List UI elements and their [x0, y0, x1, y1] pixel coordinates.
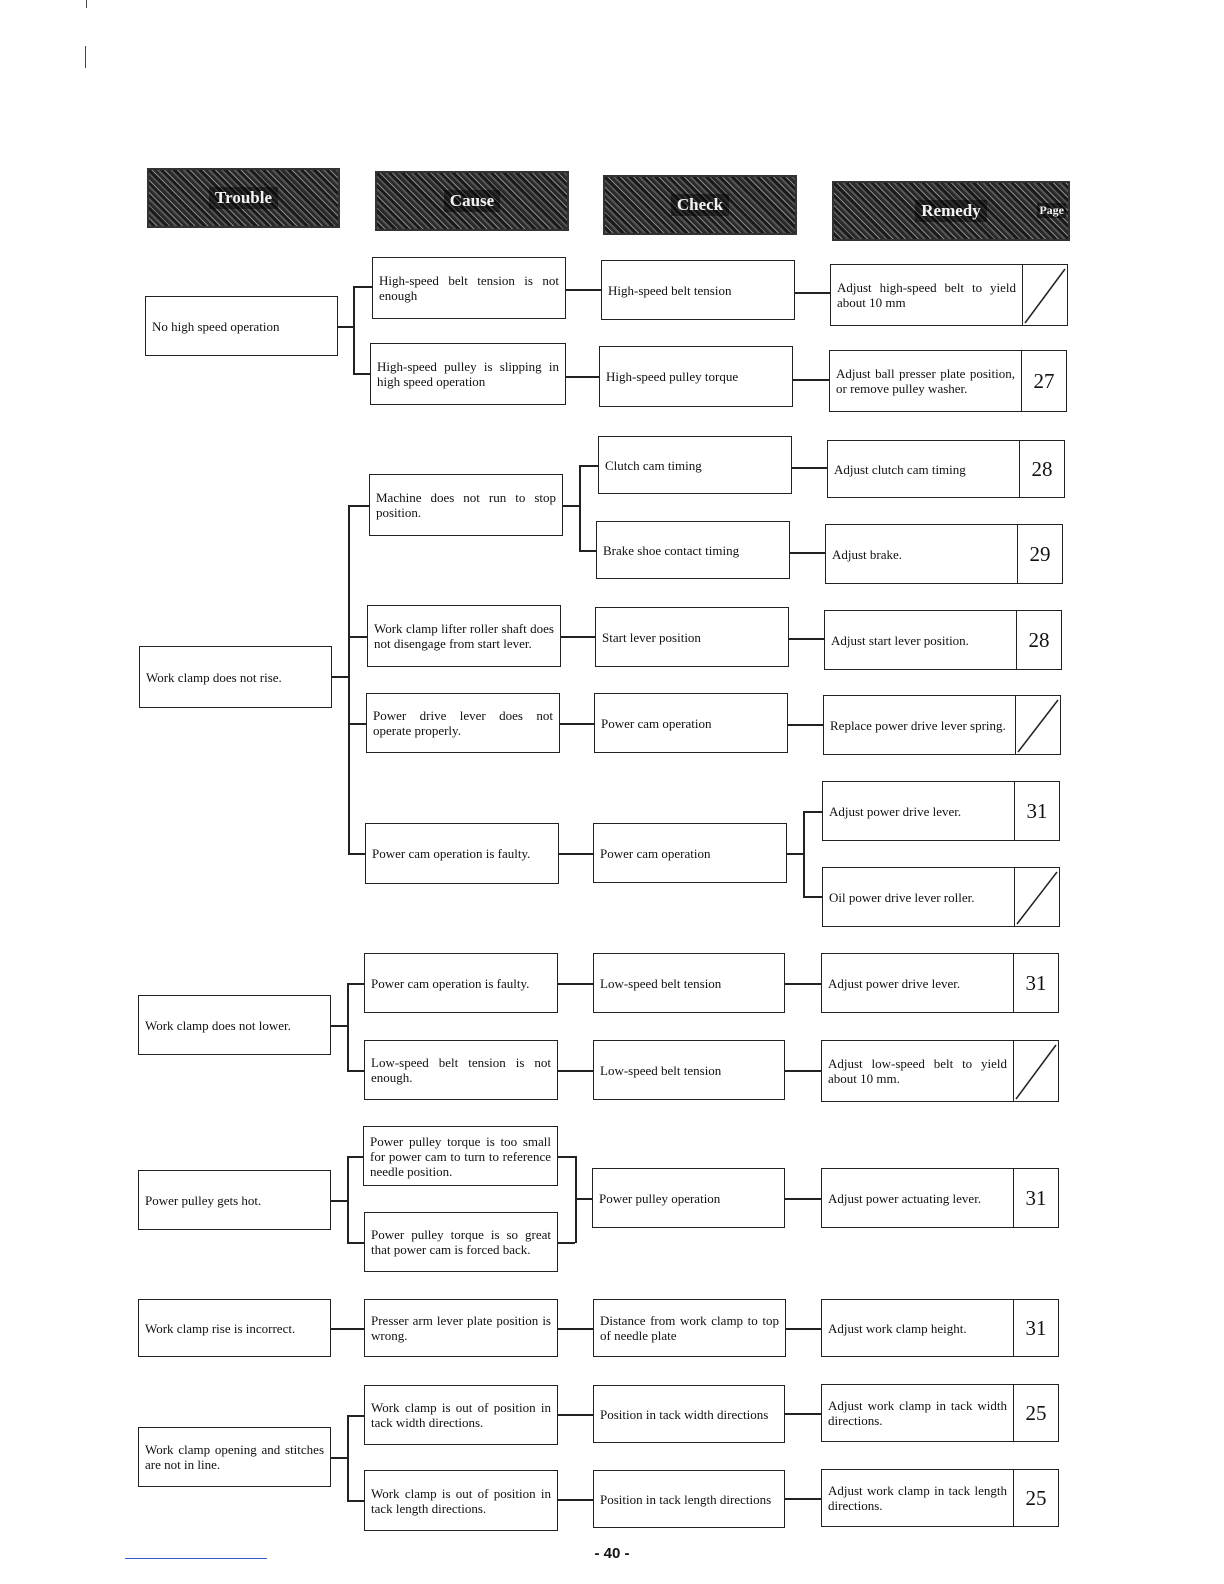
- page-ref: 28: [1019, 441, 1064, 497]
- cause-box: Work clamp lifter roller shaft does not disengage from start lever.: [367, 605, 561, 667]
- connector: [789, 638, 824, 640]
- remedy-box: [822, 781, 1060, 841]
- page-ref: 29: [1017, 525, 1062, 583]
- page-ref: 27: [1021, 351, 1066, 411]
- cause-box: High-speed pulley is slipping in high speed operation: [370, 343, 566, 405]
- connector: [558, 1499, 593, 1501]
- connector: [347, 1156, 349, 1243]
- header-page-label: Page: [1039, 203, 1064, 217]
- connector: [793, 379, 829, 381]
- cause-box: Machine does not run to stop position.: [369, 474, 563, 536]
- remedy-box: [822, 867, 1060, 927]
- remedy-box: [823, 695, 1061, 755]
- connector: [579, 465, 581, 551]
- cause-box: Power pulley torque is too small for power cam to turn to reference needle position.: [363, 1126, 558, 1186]
- check-box: Position in tack width directions: [593, 1385, 785, 1443]
- check-box: Start lever position: [595, 607, 789, 667]
- connector: [786, 1328, 821, 1330]
- header-cause: [375, 171, 569, 231]
- page-ref: 25: [1013, 1470, 1058, 1526]
- connector: [579, 550, 596, 552]
- page-na-slash: [1014, 868, 1059, 926]
- check-box: Power cam operation: [593, 823, 787, 883]
- connector: [787, 853, 803, 855]
- connector: [575, 1198, 592, 1200]
- connector: [803, 811, 822, 813]
- connector: [795, 292, 830, 294]
- remedy-text: Adjust clutch cam timing: [834, 461, 966, 477]
- cause-box: Power cam operation is faulty.: [364, 953, 558, 1013]
- remedy-box: [821, 1384, 1059, 1442]
- remedy-box: [821, 953, 1059, 1013]
- connector: [563, 505, 579, 507]
- connector: [558, 1156, 575, 1158]
- connector: [788, 724, 823, 726]
- cause-box: Power pulley torque is so great that power cam is forced back.: [364, 1212, 558, 1272]
- trouble-clamp-not-rise: Work clamp does not rise.: [139, 646, 332, 708]
- connector: [347, 1156, 363, 1158]
- page-na-slash: [1015, 696, 1060, 754]
- trouble-no-high-speed: No high speed operation: [145, 296, 338, 356]
- cause-box: Presser arm lever plate position is wrong.: [364, 1299, 558, 1357]
- connector: [558, 983, 593, 985]
- remedy-box: [821, 1168, 1059, 1228]
- connector: [803, 811, 805, 897]
- connector: [347, 983, 349, 1071]
- trouble-pulley-hot: Power pulley gets hot.: [138, 1170, 331, 1230]
- remedy-box: [825, 524, 1063, 584]
- connector: [347, 983, 364, 985]
- connector: [347, 1070, 364, 1072]
- remedy-text: Adjust power drive lever.: [829, 803, 962, 819]
- trouble-clamp-rise-incorrect: Work clamp rise is incorrect.: [138, 1299, 331, 1357]
- page-ref: 25: [1013, 1385, 1058, 1441]
- connector: [331, 1025, 347, 1027]
- remedy-box: [830, 264, 1068, 326]
- connector: [559, 853, 593, 855]
- connector: [561, 636, 595, 638]
- connector: [353, 286, 372, 288]
- page-ref: 31: [1013, 1169, 1058, 1227]
- page-ref: 28: [1016, 611, 1061, 669]
- check-box: Clutch cam timing: [598, 436, 792, 494]
- check-box: High-speed belt tension: [601, 260, 795, 320]
- connector: [560, 723, 594, 725]
- remedy-text: Replace power drive lever spring.: [830, 717, 1006, 733]
- header-check: [603, 175, 797, 235]
- margin-mark: [85, 46, 86, 68]
- connector: [558, 1070, 593, 1072]
- margin-mark: [86, 0, 87, 8]
- remedy-text: Adjust ball presser plate position, or remove pulley washer.: [836, 366, 1015, 396]
- remedy-text: Oil power drive lever roller.: [829, 889, 975, 905]
- page-ref: 31: [1013, 954, 1058, 1012]
- connector: [575, 1156, 577, 1243]
- remedy-box: [821, 1299, 1059, 1357]
- page-number: - 40 -: [594, 1545, 630, 1562]
- connector: [790, 552, 825, 554]
- connector: [785, 983, 821, 985]
- trouble-clamp-opening: Work clamp opening and stitches are not in line.: [138, 1427, 331, 1487]
- connector: [348, 505, 350, 853]
- remedy-text: Adjust work clamp in tack width directions.: [828, 1398, 1007, 1428]
- connector: [331, 1328, 364, 1330]
- header-trouble: [147, 168, 340, 228]
- connector: [558, 1328, 593, 1330]
- page-na-slash: [1013, 1041, 1058, 1101]
- remedy-text: Adjust power actuating lever.: [828, 1190, 982, 1206]
- header-remedy-label: Remedy: [915, 200, 986, 222]
- remedy-text: Adjust work clamp height.: [828, 1320, 967, 1336]
- check-box: Brake shoe contact timing: [596, 521, 790, 579]
- remedy-text: Adjust brake.: [832, 546, 903, 562]
- check-box: Position in tack length directions: [593, 1470, 785, 1528]
- check-box: Distance from work clamp to top of needle plate: [593, 1299, 786, 1357]
- remedy-text: Adjust high-speed belt to yield about 10 mm: [837, 280, 1016, 310]
- remedy-box: [827, 440, 1065, 498]
- connector: [347, 1415, 349, 1501]
- connector: [348, 505, 369, 507]
- remedy-text: Adjust work clamp in tack length directions.: [828, 1483, 1007, 1513]
- connector: [579, 465, 598, 467]
- page-na-slash: [1022, 265, 1067, 325]
- cause-box: Low-speed belt tension is not enough.: [364, 1040, 558, 1100]
- remedy-box: [821, 1040, 1059, 1102]
- connector: [347, 1415, 364, 1417]
- connector: [566, 376, 599, 378]
- remedy-box: [829, 350, 1067, 412]
- connector: [558, 1242, 575, 1244]
- connector: [792, 467, 827, 469]
- connector: [347, 1242, 364, 1244]
- cause-box: High-speed belt tension is not enough: [372, 257, 566, 319]
- connector: [353, 373, 370, 375]
- connector: [785, 1498, 821, 1500]
- connector: [803, 896, 822, 898]
- remedy-text: Adjust low-speed belt to yield about 10 mm.: [828, 1056, 1007, 1086]
- connector: [785, 1413, 821, 1415]
- connector: [331, 1200, 347, 1202]
- check-box: Low-speed belt tension: [593, 1040, 785, 1100]
- header-cause-label: Cause: [444, 190, 500, 212]
- remedy-box: [824, 610, 1062, 670]
- connector: [331, 1457, 347, 1459]
- connector: [347, 1500, 364, 1502]
- connector: [348, 853, 365, 855]
- connector: [785, 1070, 821, 1072]
- header-check-label: Check: [671, 194, 729, 216]
- connector: [338, 326, 353, 328]
- check-box: High-speed pulley torque: [599, 346, 793, 407]
- connector: [353, 286, 355, 374]
- cause-box: Power drive lever does not operate properly.: [366, 693, 560, 753]
- connector: [348, 723, 366, 725]
- cause-box: Power cam operation is faulty.: [365, 823, 559, 884]
- page-ref: 31: [1013, 1300, 1058, 1356]
- trouble-clamp-not-lower: Work clamp does not lower.: [138, 995, 331, 1055]
- connector: [785, 1198, 821, 1200]
- header-trouble-label: Trouble: [209, 187, 278, 209]
- cause-box: Work clamp is out of position in tack length directions.: [364, 1470, 558, 1531]
- remedy-box: [821, 1469, 1059, 1527]
- connector: [558, 1414, 593, 1416]
- connector: [332, 676, 348, 678]
- check-box: Power pulley operation: [592, 1168, 785, 1228]
- check-box: Low-speed belt tension: [593, 953, 785, 1013]
- cause-box: Work clamp is out of position in tack width directions.: [364, 1385, 558, 1445]
- connector: [566, 289, 601, 291]
- connector: [348, 636, 367, 638]
- header-remedy: [832, 181, 1070, 241]
- page-ref: 31: [1014, 782, 1059, 840]
- remedy-text: Adjust start lever position.: [831, 632, 969, 648]
- remedy-text: Adjust power drive lever.: [828, 975, 961, 991]
- check-box: Power cam operation: [594, 693, 788, 753]
